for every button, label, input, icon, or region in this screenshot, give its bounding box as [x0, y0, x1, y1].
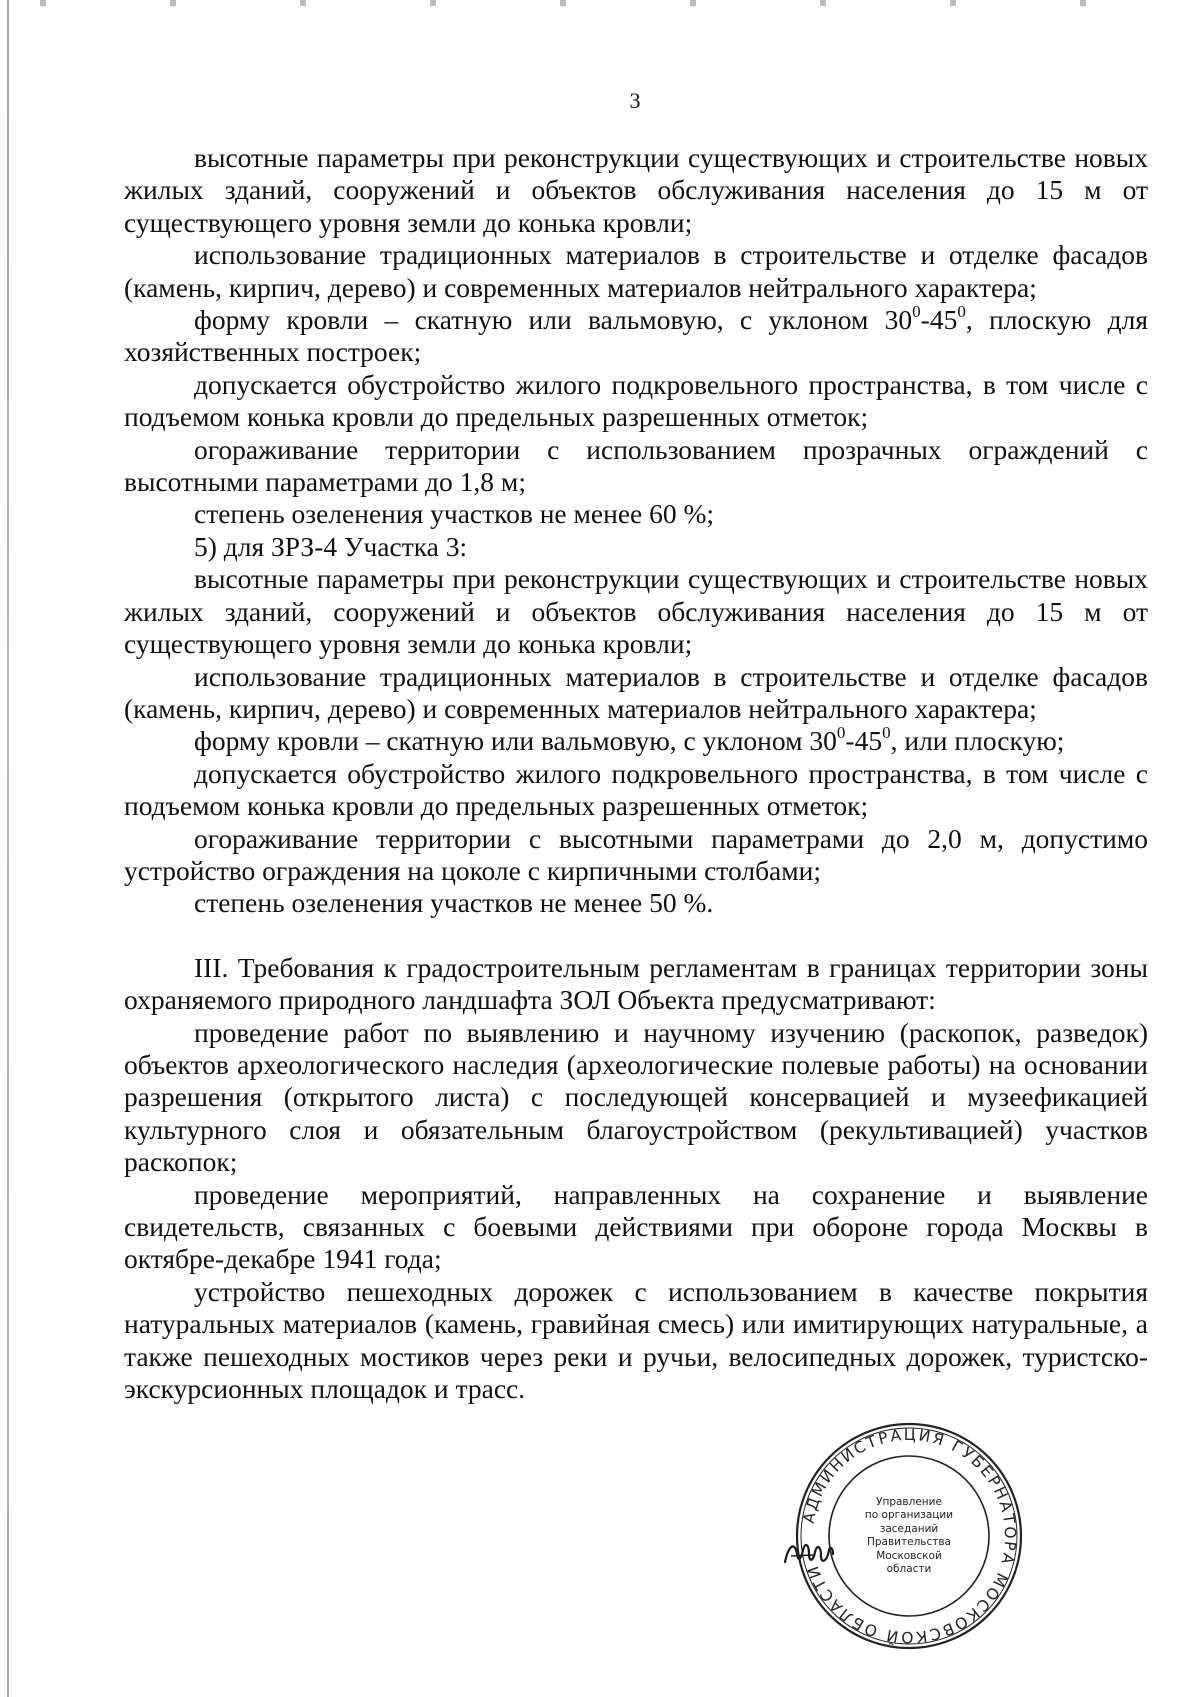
list-item-heading: 5) для ЗРЗ-4 Участка 3: [194, 530, 468, 562]
paragraph: проведение мероприятий, направленных на сохранение и выявление свидетельств, связанных с боевыми действиями при обороне города Москвы в октябре-декабре 1941 года; [124, 1178, 1148, 1275]
scan-top-edge [0, 0, 1200, 6]
page-number: 3 [629, 88, 641, 113]
degree-superscript: 0 [912, 302, 921, 322]
text-fragment: -45 [845, 725, 883, 757]
official-seal [793, 1420, 1025, 1652]
seal-inner-text [851, 1478, 967, 1594]
seal-line: заседаний [879, 1522, 939, 1535]
seal-line: Управление [876, 1495, 942, 1508]
paragraph: допускается обустройство жилого подкровельного пространства, в том числе с подъемом конька кровли до предельных разрешенных отметок; [124, 368, 1148, 433]
paragraph: проведение работ по выявлению и научному изучению (раскопок, разведок) объектов археологического наследия (археологические полевые работы) на основании разрешения (открытого листа) с последующей консервацией и музеефикацией культурного слоя и обязательным благоустройством (рекультивацией) участков раскопок; [124, 1016, 1148, 1178]
seal-ring-text: АДМИНИСТРАЦИЯ ГУБЕРНАТОРА МОСКОВСКОЙ ОБЛАСТИ [799, 1425, 1020, 1647]
seal-line: Правительства [867, 1536, 951, 1548]
section-heading: III. Требования к градостроительным регламентам в границах территории зоны охраняемого природного ландшафта ЗОЛ Объекта предусматривают: [124, 951, 1148, 1016]
paragraph: высотные параметры при реконструкции существующих и строительстве новых жилых зданий, сооружений и объектов обслуживания населения до 15 м от существующего уровня земли до конька кровли; [124, 563, 1148, 660]
degree-superscript: 0 [957, 302, 966, 322]
paragraph: огораживание территории с использованием прозрачных ограждений с высотными параметрами до 1,8 м; [124, 433, 1148, 498]
paragraph: использование традиционных материалов в строительстве и отделке фасадов (камень, кирпич, дерево) и современных материалов нейтрального характера; [124, 239, 1148, 303]
paragraph: допускается обустройство жилого подкровельного пространства, в том числе с подъемом конька кровли до предельных разрешенных отметок; [124, 757, 1148, 822]
paragraph: огораживание территории с высотными параметрами до 2,0 м, допустимо устройство ограждения на цоколе с кирпичными столбами; [124, 822, 1148, 886]
document-body [124, 142, 1148, 1405]
degree-superscript: 0 [836, 723, 846, 743]
text-fragment: -45 [920, 304, 958, 336]
paragraph: устройство пешеходных дорожек с использованием в качестве покрытия натуральных материалов (камень, гравийная смесь) или имитирующих натуральные, а также пешеходных мостиков через реки и ручьи, велосипедных дорожек, туристско-экскурсионных площадок и трасс. [124, 1275, 1148, 1405]
paragraph: степень озеленения участков не менее 50 %. [194, 887, 714, 919]
text-fragment: , или плоскую; [890, 725, 1065, 757]
paragraph: степень озеленения участков не менее 60 %; [194, 498, 715, 530]
scan-left-edge [7, 0, 9, 1697]
paragraph-roof-slope [124, 304, 1148, 369]
seal-line: по организации [864, 1509, 954, 1521]
degree-superscript: 0 [882, 723, 891, 743]
seal-line: области [886, 1563, 932, 1575]
text-fragment: , плоскую для хозяйственных построек; [124, 304, 1148, 368]
text-fragment: форму кровли – скатную или вальмовую, с уклоном 30 [194, 304, 913, 336]
paragraph: использование традиционных материалов в строительстве и отделке фасадов (камень, кирпич, дерево) и современных материалов нейтрального характера; [124, 660, 1148, 724]
paragraph: высотные параметры при реконструкции существующих и строительстве новых жилых зданий, сооружений и объектов обслуживания населения до 15 м от существующего уровня земли до конька кровли; [124, 142, 1148, 238]
seal-line: Московской [876, 1549, 942, 1562]
text-fragment: форму кровли – скатную или вальмовую, с уклоном 30 [194, 725, 837, 757]
paragraph-roof-slope [124, 725, 1148, 757]
